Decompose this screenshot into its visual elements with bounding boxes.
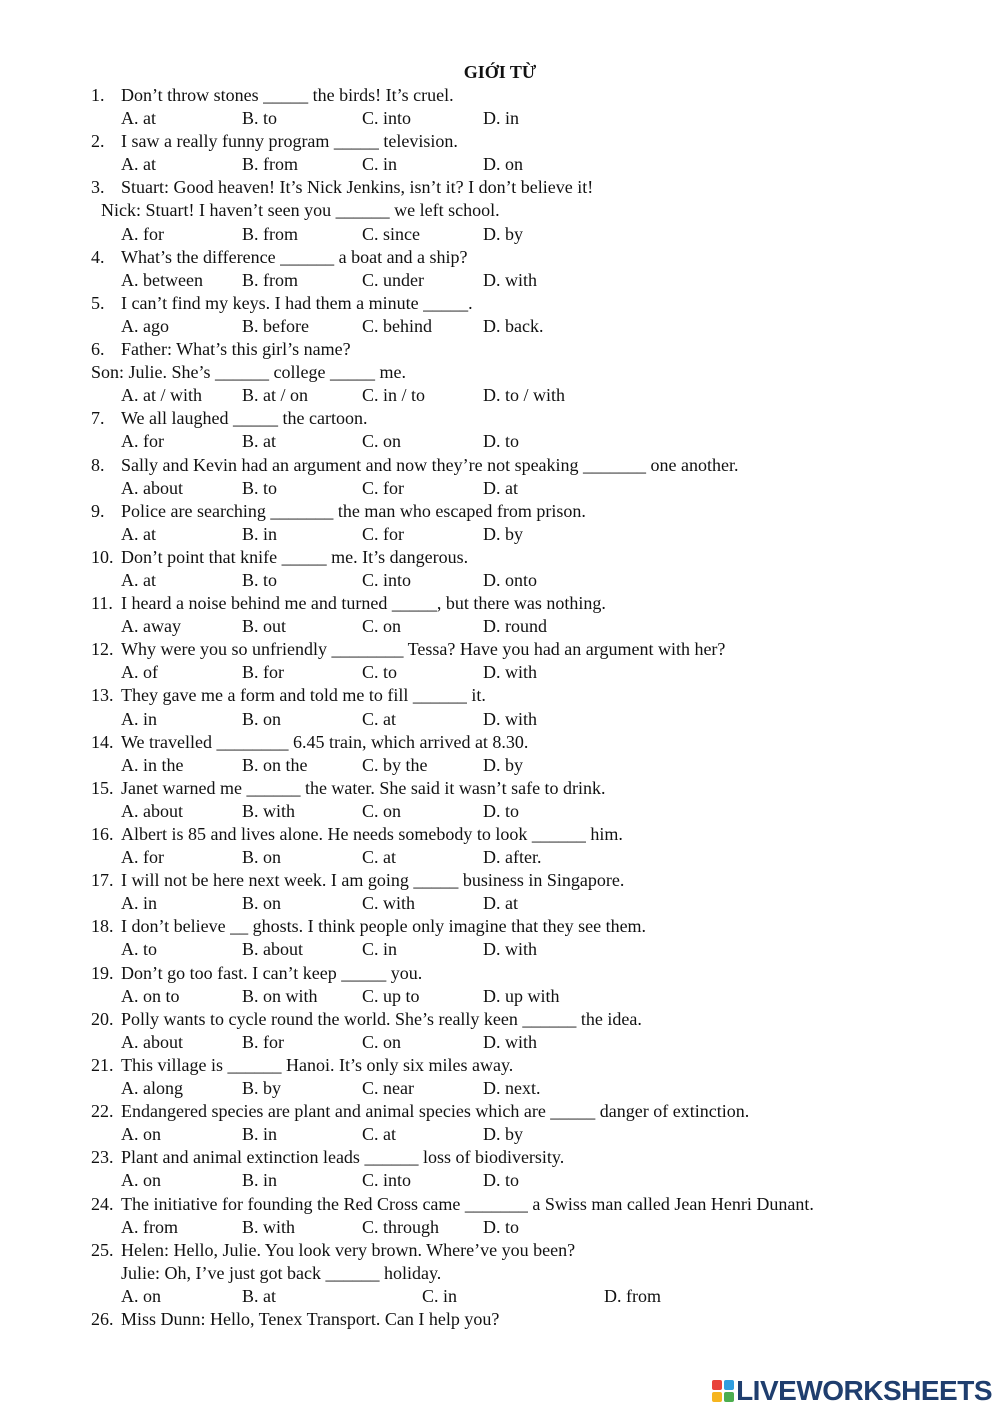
question-number: 8. (91, 454, 105, 475)
question-number: 23. (91, 1147, 114, 1168)
question-line (0, 777, 1000, 800)
question-number: 10. (91, 546, 114, 567)
question-text: Janet warned me ______ the water. She said it wasn’t safe to drink. (121, 777, 606, 798)
answer-option: C. in (362, 154, 398, 175)
options-line (0, 1285, 1000, 1308)
answer-option: B. in (242, 1170, 278, 1191)
question-text: Don’t point that knife _____ me. It’s dangerous. (121, 546, 469, 567)
answer-option: C. behind (362, 315, 432, 336)
options-line (0, 938, 1000, 961)
question-line (0, 1146, 1000, 1169)
logo-square (712, 1392, 722, 1402)
question-number: 5. (91, 292, 105, 313)
question-text: The initiative for founding the Red Cross came _______ a Swiss man called Jean Henri Dunant. (121, 1193, 814, 1214)
answer-option: D. to (483, 1170, 519, 1191)
answer-option: B. on (242, 847, 282, 868)
answer-option: D. up with (483, 985, 560, 1006)
question-text: Helen: Hello, Julie. You look very brown. Where’ve you been? (121, 1239, 576, 1260)
question-line (0, 1008, 1000, 1031)
question-line (0, 1100, 1000, 1123)
answer-option: C. on (362, 431, 402, 452)
question-number: 3. (91, 177, 105, 198)
question-text: Stuart: Good heaven! It’s Nick Jenkins, isn’t it? I don’t believe it! (121, 177, 594, 198)
answer-option: B. in (242, 1124, 278, 1145)
answer-option: D. to (483, 1216, 519, 1237)
answer-option: A. at / with (121, 385, 202, 406)
answer-option: C. with (362, 893, 416, 914)
question-text: I saw a really funny program _____ television. (121, 131, 458, 152)
options-line (0, 615, 1000, 638)
options-line (0, 523, 1000, 546)
options-line (0, 430, 1000, 453)
options-line (0, 1077, 1000, 1100)
question-number: 13. (91, 685, 114, 706)
options-line (0, 1169, 1000, 1192)
answer-option: B. by (242, 1078, 282, 1099)
question-list (0, 84, 1000, 1331)
question-line (0, 84, 1000, 107)
options-line (0, 153, 1000, 176)
question-number: 21. (91, 1054, 114, 1075)
answer-option: D. at (483, 477, 518, 498)
answer-option: C. into (362, 569, 412, 590)
question-number: 18. (91, 916, 114, 937)
options-line (0, 569, 1000, 592)
answer-option: A. from (121, 1216, 178, 1237)
answer-option: D. onto (483, 569, 537, 590)
options-line (0, 754, 1000, 777)
answer-option: B. from (242, 269, 298, 290)
question-number: 25. (91, 1239, 114, 1260)
answer-option: A. to (121, 939, 157, 960)
question-line (0, 454, 1000, 477)
answer-option: B. at / on (242, 385, 308, 406)
options-line (0, 708, 1000, 731)
question-number: 16. (91, 824, 114, 844)
answer-option: D. to / with (483, 385, 566, 406)
question-line (0, 338, 1000, 361)
question-line (0, 962, 1000, 985)
answer-option: B. before (242, 315, 309, 336)
question-line (0, 1054, 1000, 1077)
answer-option: C. near (362, 1078, 414, 1099)
options-line (0, 223, 1000, 246)
answer-option: D. next. (483, 1078, 541, 1099)
question-line (0, 915, 1000, 938)
question-number: 6. (91, 339, 105, 360)
answer-option: A. about (121, 800, 183, 821)
answer-option: B. with (242, 800, 296, 821)
answer-option: B. on the (242, 754, 308, 775)
question-text: Endangered species are plant and animal species which are _____ danger of extinction. (121, 1101, 750, 1122)
question-number: 17. (91, 870, 114, 891)
answer-option: C. in / to (362, 385, 426, 406)
question-line (0, 684, 1000, 707)
answer-option: A. on (121, 1285, 161, 1306)
options-line (0, 1123, 1000, 1146)
options-line (0, 107, 1000, 130)
answer-option: D. by (483, 223, 523, 244)
logo-square (724, 1380, 734, 1390)
question-text: Miss Dunn: Hello, Tenex Transport. Can I help you? (121, 1308, 500, 1329)
answer-option: B. with (242, 1216, 296, 1237)
question-number: 14. (91, 731, 114, 752)
answer-option: A. in (121, 893, 157, 914)
question-number: 2. (91, 131, 105, 152)
question-number: 1. (91, 85, 105, 105)
answer-option: D. from (604, 1285, 661, 1306)
answer-option: C. into (362, 108, 412, 129)
answer-option: A. at (121, 569, 156, 590)
question-number: 15. (91, 777, 114, 798)
question-text: Plant and animal extinction leads ______ loss of biodiversity. (121, 1147, 565, 1168)
liveworksheets-logo-icon (712, 1380, 734, 1402)
answer-option: B. from (242, 223, 298, 244)
answer-option: A. in the (121, 754, 184, 775)
options-line (0, 269, 1000, 292)
question-text: Sally and Kevin had an argument and now they’re not speaking _______ one another. (121, 454, 739, 475)
answer-option: C. on (362, 1031, 402, 1052)
question-text: I can’t find my keys. I had them a minute _____. (121, 292, 473, 313)
question-line (0, 869, 1000, 892)
answer-option: A. at (121, 523, 156, 544)
answer-option: A. along (121, 1078, 183, 1099)
answer-option: A. for (121, 431, 164, 452)
question-subline (0, 361, 1000, 384)
answer-option: A. between (121, 269, 203, 290)
options-line (0, 985, 1000, 1008)
options-line (0, 1031, 1000, 1054)
answer-option: B. from (242, 154, 298, 175)
question-text: Why were you so unfriendly ________ Tessa? Have you had an argument with her? (121, 639, 726, 660)
answer-option: C. on (362, 800, 402, 821)
answer-option: D. at (483, 893, 518, 914)
logo-square (724, 1392, 734, 1402)
answer-option: B. for (242, 1031, 284, 1052)
question-number: 7. (91, 408, 105, 429)
answer-option: C. at (362, 708, 396, 729)
answer-option: D. on (483, 154, 523, 175)
answer-option: B. at (242, 431, 276, 452)
question-text: Police are searching _______ the man who escaped from prison. (121, 500, 586, 521)
question-line (0, 130, 1000, 153)
answer-option: D. with (483, 662, 537, 683)
answer-option: C. on (362, 616, 402, 637)
answer-option: A. for (121, 223, 164, 244)
answer-option: A. on to (121, 985, 180, 1006)
options-line (0, 846, 1000, 869)
question-text: Polly wants to cycle round the world. She’s really keen ______ the idea. (121, 1008, 642, 1029)
question-subline (0, 199, 1000, 222)
question-subline (0, 1262, 1000, 1285)
answer-option: B. out (242, 616, 287, 637)
question-text: What’s the difference ______ a boat and a ship? (121, 246, 468, 267)
answer-option: B. for (242, 662, 284, 683)
answer-option: C. at (362, 847, 396, 868)
options-line (0, 800, 1000, 823)
answer-option: C. since (362, 223, 420, 244)
question-line (0, 546, 1000, 569)
answer-option: D. to (483, 800, 519, 821)
question-text: Don’t go too fast. I can’t keep _____ you. (121, 962, 423, 983)
question-line (0, 731, 1000, 754)
answer-option: A. at (121, 154, 156, 175)
answer-option: D. to (483, 431, 519, 452)
question-subtext: Nick: Stuart! I haven’t seen you ______ we left school. (101, 200, 500, 221)
question-line (0, 823, 1000, 846)
options-line (0, 315, 1000, 338)
answer-option: C. to (362, 662, 398, 683)
answer-option: D. by (483, 523, 523, 544)
question-text: Don’t throw stones _____ the birds! It’s cruel. (121, 85, 454, 105)
question-text: We travelled ________ 6.45 train, which arrived at 8.30. (121, 731, 529, 752)
answer-option: C. by the (362, 754, 428, 775)
answer-option: A. away (121, 616, 181, 637)
options-line (0, 661, 1000, 684)
answer-option: A. for (121, 847, 164, 868)
question-text: I heard a noise behind me and turned _____, but there was nothing. (121, 593, 606, 614)
answer-option: B. in (242, 523, 278, 544)
answer-option: A. about (121, 477, 183, 498)
answer-option: D. with (483, 939, 537, 960)
answer-option: D. by (483, 1124, 523, 1145)
question-line (0, 407, 1000, 430)
logo-square (712, 1380, 722, 1390)
question-number: 26. (91, 1308, 114, 1329)
question-line (0, 592, 1000, 615)
answer-option: C. up to (362, 985, 420, 1006)
question-line (0, 246, 1000, 269)
answer-option: B. to (242, 108, 278, 129)
question-line (0, 1239, 1000, 1262)
answer-option: A. of (121, 662, 158, 683)
answer-option: B. on (242, 893, 282, 914)
question-line (0, 1308, 1000, 1331)
answer-option: B. on (242, 708, 282, 729)
question-subtext: Son: Julie. She’s ______ college _____ me. (91, 362, 406, 383)
question-text: This village is ______ Hanoi. It’s only six miles away. (121, 1054, 514, 1075)
question-line (0, 176, 1000, 199)
question-number: 9. (91, 500, 105, 521)
question-text: They gave me a form and told me to fill ______ it. (121, 685, 486, 706)
answer-option: B. on with (242, 985, 318, 1006)
answer-option: D. with (483, 269, 537, 290)
answer-option: C. through (362, 1216, 440, 1237)
logo-text: LIVEWORKSHEETS (736, 1375, 992, 1406)
options-line (0, 384, 1000, 407)
answer-option: C. for (362, 477, 404, 498)
answer-option: B. to (242, 477, 278, 498)
answer-option: A. on (121, 1170, 161, 1191)
answer-option: A. about (121, 1031, 183, 1052)
question-text: I don’t believe __ ghosts. I think people only imagine that they see them. (121, 916, 647, 937)
question-text: I will not be here next week. I am going _____ business in Singapore. (121, 870, 625, 891)
question-text: Father: What’s this girl’s name? (121, 339, 351, 360)
question-number: 22. (91, 1101, 114, 1122)
question-number: 24. (91, 1193, 114, 1214)
answer-option: A. at (121, 108, 156, 129)
answer-option: B. at (242, 1285, 276, 1306)
question-number: 4. (91, 246, 105, 267)
answer-option: A. on (121, 1124, 161, 1145)
answer-option: D. back. (483, 315, 544, 336)
options-line (0, 1216, 1000, 1239)
question-subtext: Julie: Oh, I’ve just got back ______ holiday. (121, 1262, 442, 1283)
answer-option: C. under (362, 269, 424, 290)
answer-option: C. at (362, 1124, 396, 1145)
question-line (0, 292, 1000, 315)
answer-option: C. in (362, 939, 398, 960)
answer-option: D. in (483, 108, 519, 129)
answer-option: A. in (121, 708, 157, 729)
question-number: 20. (91, 1008, 114, 1029)
answer-option: C. for (362, 523, 404, 544)
answer-option: B. about (242, 939, 303, 960)
options-line (0, 892, 1000, 915)
question-number: 11. (91, 593, 113, 614)
answer-option: C. in (422, 1285, 458, 1306)
question-line (0, 500, 1000, 523)
question-line (0, 1193, 1000, 1216)
question-number: 12. (91, 639, 114, 660)
answer-option: B. to (242, 569, 278, 590)
answer-option: D. with (483, 708, 537, 729)
answer-option: A. ago (121, 315, 169, 336)
question-text: Albert is 85 and lives alone. He needs somebody to look ______ him. (121, 824, 623, 844)
answer-option: D. after. (483, 847, 542, 868)
answer-option: D. round (483, 616, 547, 637)
liveworksheets-logo (712, 1377, 992, 1405)
worksheet-title: GIỚI TỪ (463, 62, 537, 82)
question-line (0, 638, 1000, 661)
options-line (0, 477, 1000, 500)
question-number: 19. (91, 962, 114, 983)
answer-option: D. with (483, 1031, 537, 1052)
answer-option: C. into (362, 1170, 412, 1191)
question-text: We all laughed _____ the cartoon. (121, 408, 368, 429)
answer-option: D. by (483, 754, 523, 775)
